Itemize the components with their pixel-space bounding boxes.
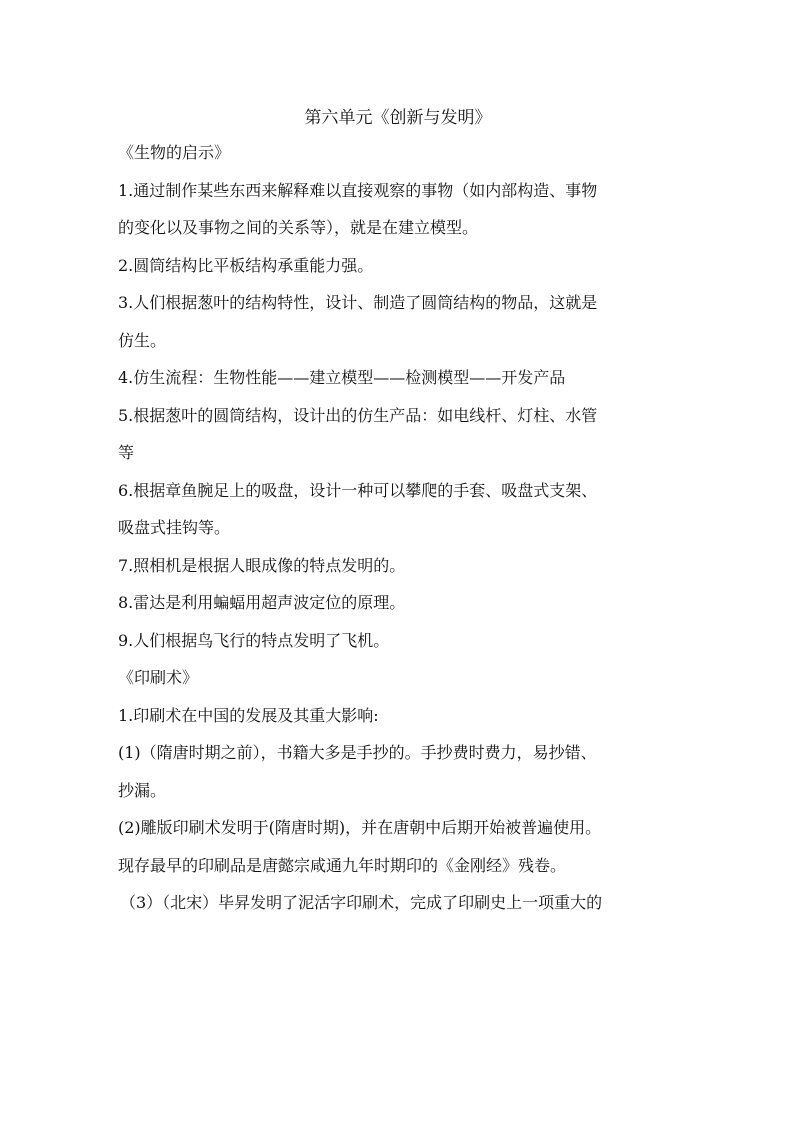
- text-line: 仿生。: [118, 330, 167, 350]
- text-line: 1.印刷术在中国的发展及其重大影响:: [118, 705, 379, 725]
- section-heading: 《印刷术》: [118, 668, 199, 687]
- section-heading: 《生物的启示》: [118, 143, 231, 162]
- text-line: 5.根据葱叶的圆筒结构，设计出的仿生产品：如电线杆、灯柱、水管: [118, 405, 598, 425]
- text-line: 8.雷达是利用蝙蝠用超声波定位的原理。: [118, 593, 406, 612]
- text-line: (2)雕版印刷术发明于(隋唐时期)，并在唐朝中后期开始被普遍使用。: [118, 818, 602, 837]
- text-line: 现存最早的印刷品是唐懿宗咸通九年时期印的《金刚经》残卷。: [118, 855, 567, 875]
- text-line: 抄漏。: [118, 780, 167, 800]
- text-line: 6.根据章鱼腕足上的吸盘，设计一种可以攀爬的手套、吸盘式支架、: [118, 480, 598, 500]
- text-line: 的变化以及事物之间的关系等），就是在建立模型。: [118, 218, 479, 237]
- text-line: 4.仿生流程：生物性能——建立模型——检测模型——开发产品: [118, 368, 566, 387]
- text-line: 3.人们根据葱叶的结构特性，设计、制造了圆筒结构的物品，这就是: [118, 293, 598, 312]
- document-page: [118, 102, 678, 922]
- text-line: 2.圆筒结构比平板结构承重能力强。: [118, 255, 374, 275]
- unit-title: 第六单元《创新与发明》: [304, 108, 492, 128]
- text-line: （3）（北宋）毕昇发明了泥活字印刷术，完成了印刷史上一项重大的: [120, 893, 603, 912]
- document-body: [118, 134, 678, 922]
- text-line: (1)（隋唐时期之前），书籍大多是手抄的。手抄费时费力，易抄错、: [118, 743, 597, 762]
- text-line: 1.通过制作某些东西来解释难以直接观察的事物（如内部构造、事物: [118, 180, 598, 200]
- text-line: 7.照相机是根据人眼成像的特点发明的。: [118, 555, 406, 575]
- text-line: 等: [118, 443, 135, 462]
- text-line: 9.人们根据鸟飞行的特点发明了飞机。: [118, 630, 390, 650]
- text-line: 吸盘式挂钩等。: [118, 518, 231, 537]
